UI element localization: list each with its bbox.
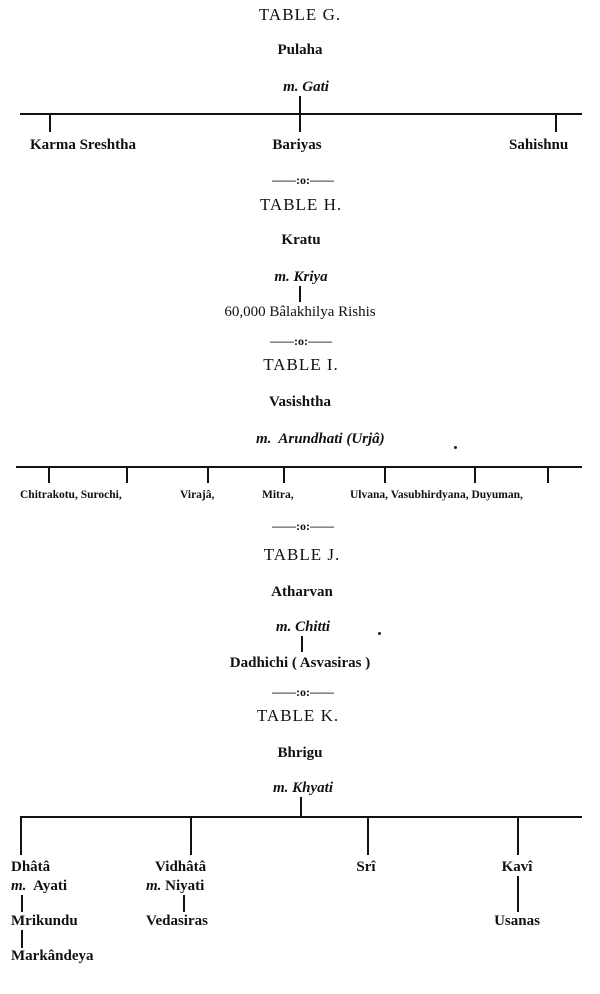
table-i-spouse: m. Arundhati (Urjâ) xyxy=(256,431,385,447)
table-i-child-1: Chitrakotu, Surochi, xyxy=(20,489,122,501)
table-k-sibling-line xyxy=(20,816,582,818)
table-g-sibling-line xyxy=(20,113,582,115)
table-g-drop-2 xyxy=(299,114,301,132)
table-k-grandchild-4: Usanas xyxy=(494,913,540,929)
table-k-drop-1 xyxy=(20,817,22,855)
table-i-child-2: Virajâ, xyxy=(180,489,215,501)
table-j-spouse: m. Chitti xyxy=(275,619,331,635)
table-k-spouse: m. Khyati xyxy=(272,780,334,796)
table-i-drop-7 xyxy=(547,467,549,483)
table-i-drop-6 xyxy=(474,467,476,483)
table-i-drop-1 xyxy=(48,467,50,483)
print-speck xyxy=(454,446,457,449)
table-k-child-2: Vidhâtâ xyxy=(155,859,207,875)
table-k-root: Bhrigu xyxy=(277,745,323,761)
table-h-spouse: m. Kriya xyxy=(274,269,328,285)
table-j-stem xyxy=(301,636,303,652)
print-speck xyxy=(378,632,381,635)
table-h-stem xyxy=(299,286,301,302)
table-i-child-3: Mitra, xyxy=(262,489,294,501)
table-j-root: Atharvan xyxy=(271,584,333,600)
separator-3: ——:o:—— xyxy=(272,519,334,533)
table-k-stem xyxy=(300,797,302,816)
table-k-grandchild-1: Mrikundu xyxy=(11,913,78,929)
table-k-grandchild-1-stem xyxy=(21,930,23,948)
table-k-child-4-stem xyxy=(517,876,519,912)
table-g-drop-3 xyxy=(555,114,557,132)
table-i-drop-2 xyxy=(126,467,128,483)
table-k-child-1-stem xyxy=(21,895,23,912)
table-k-title: TABLE K. xyxy=(256,706,340,725)
table-i-drop-3 xyxy=(207,467,209,483)
separator-2: ——:o:—— xyxy=(270,334,332,348)
table-k-child-4: Kavî xyxy=(501,859,533,875)
table-g-drop-1 xyxy=(49,114,51,132)
table-k-drop-3 xyxy=(367,817,369,855)
table-g-root: Pulaha xyxy=(277,42,323,58)
table-k-child-2-stem xyxy=(183,895,185,912)
table-j-title: TABLE J. xyxy=(263,545,341,564)
table-i-title: TABLE I. xyxy=(263,355,339,374)
table-k-child-2-spouse: m. Niyati xyxy=(146,878,205,894)
table-g-spouse: m. Gati xyxy=(283,79,329,95)
table-h-child: 60,000 Bâlakhilya Rishis xyxy=(224,304,376,320)
separator-1: ——:o:—— xyxy=(272,173,334,187)
table-h-title: TABLE H. xyxy=(259,195,343,214)
table-g-child-3: Sahishnu xyxy=(509,137,569,153)
table-i-drop-4 xyxy=(283,467,285,483)
table-k-grandchild-2: Vedasiras xyxy=(146,913,208,929)
table-k-drop-2 xyxy=(190,817,192,855)
table-g-stem xyxy=(299,96,301,113)
table-h-root: Kratu xyxy=(281,232,321,248)
table-g-child-2: Bariyas xyxy=(272,137,322,153)
table-i-drop-5 xyxy=(384,467,386,483)
table-j-child: Dadhichi ( Asvasiras ) xyxy=(229,655,371,671)
table-k-great-grandchild-1: Markândeya xyxy=(11,948,94,964)
separator-4: ——:o:—— xyxy=(272,685,334,699)
table-g-child-1: Karma Sreshtha xyxy=(30,137,136,153)
table-k-child-1: Dhâtâ xyxy=(11,859,51,875)
table-k-child-1-spouse: m. Ayati xyxy=(11,878,67,894)
table-i-root: Vasishtha xyxy=(269,394,331,410)
table-i-child-4: Ulvana, Vasubhirdyana, Duyuman, xyxy=(350,489,523,501)
table-i-sibling-line xyxy=(16,466,582,468)
table-g-title: TABLE G. xyxy=(258,5,342,24)
table-k-drop-4 xyxy=(517,817,519,855)
table-k-child-3: Srî xyxy=(356,859,376,875)
